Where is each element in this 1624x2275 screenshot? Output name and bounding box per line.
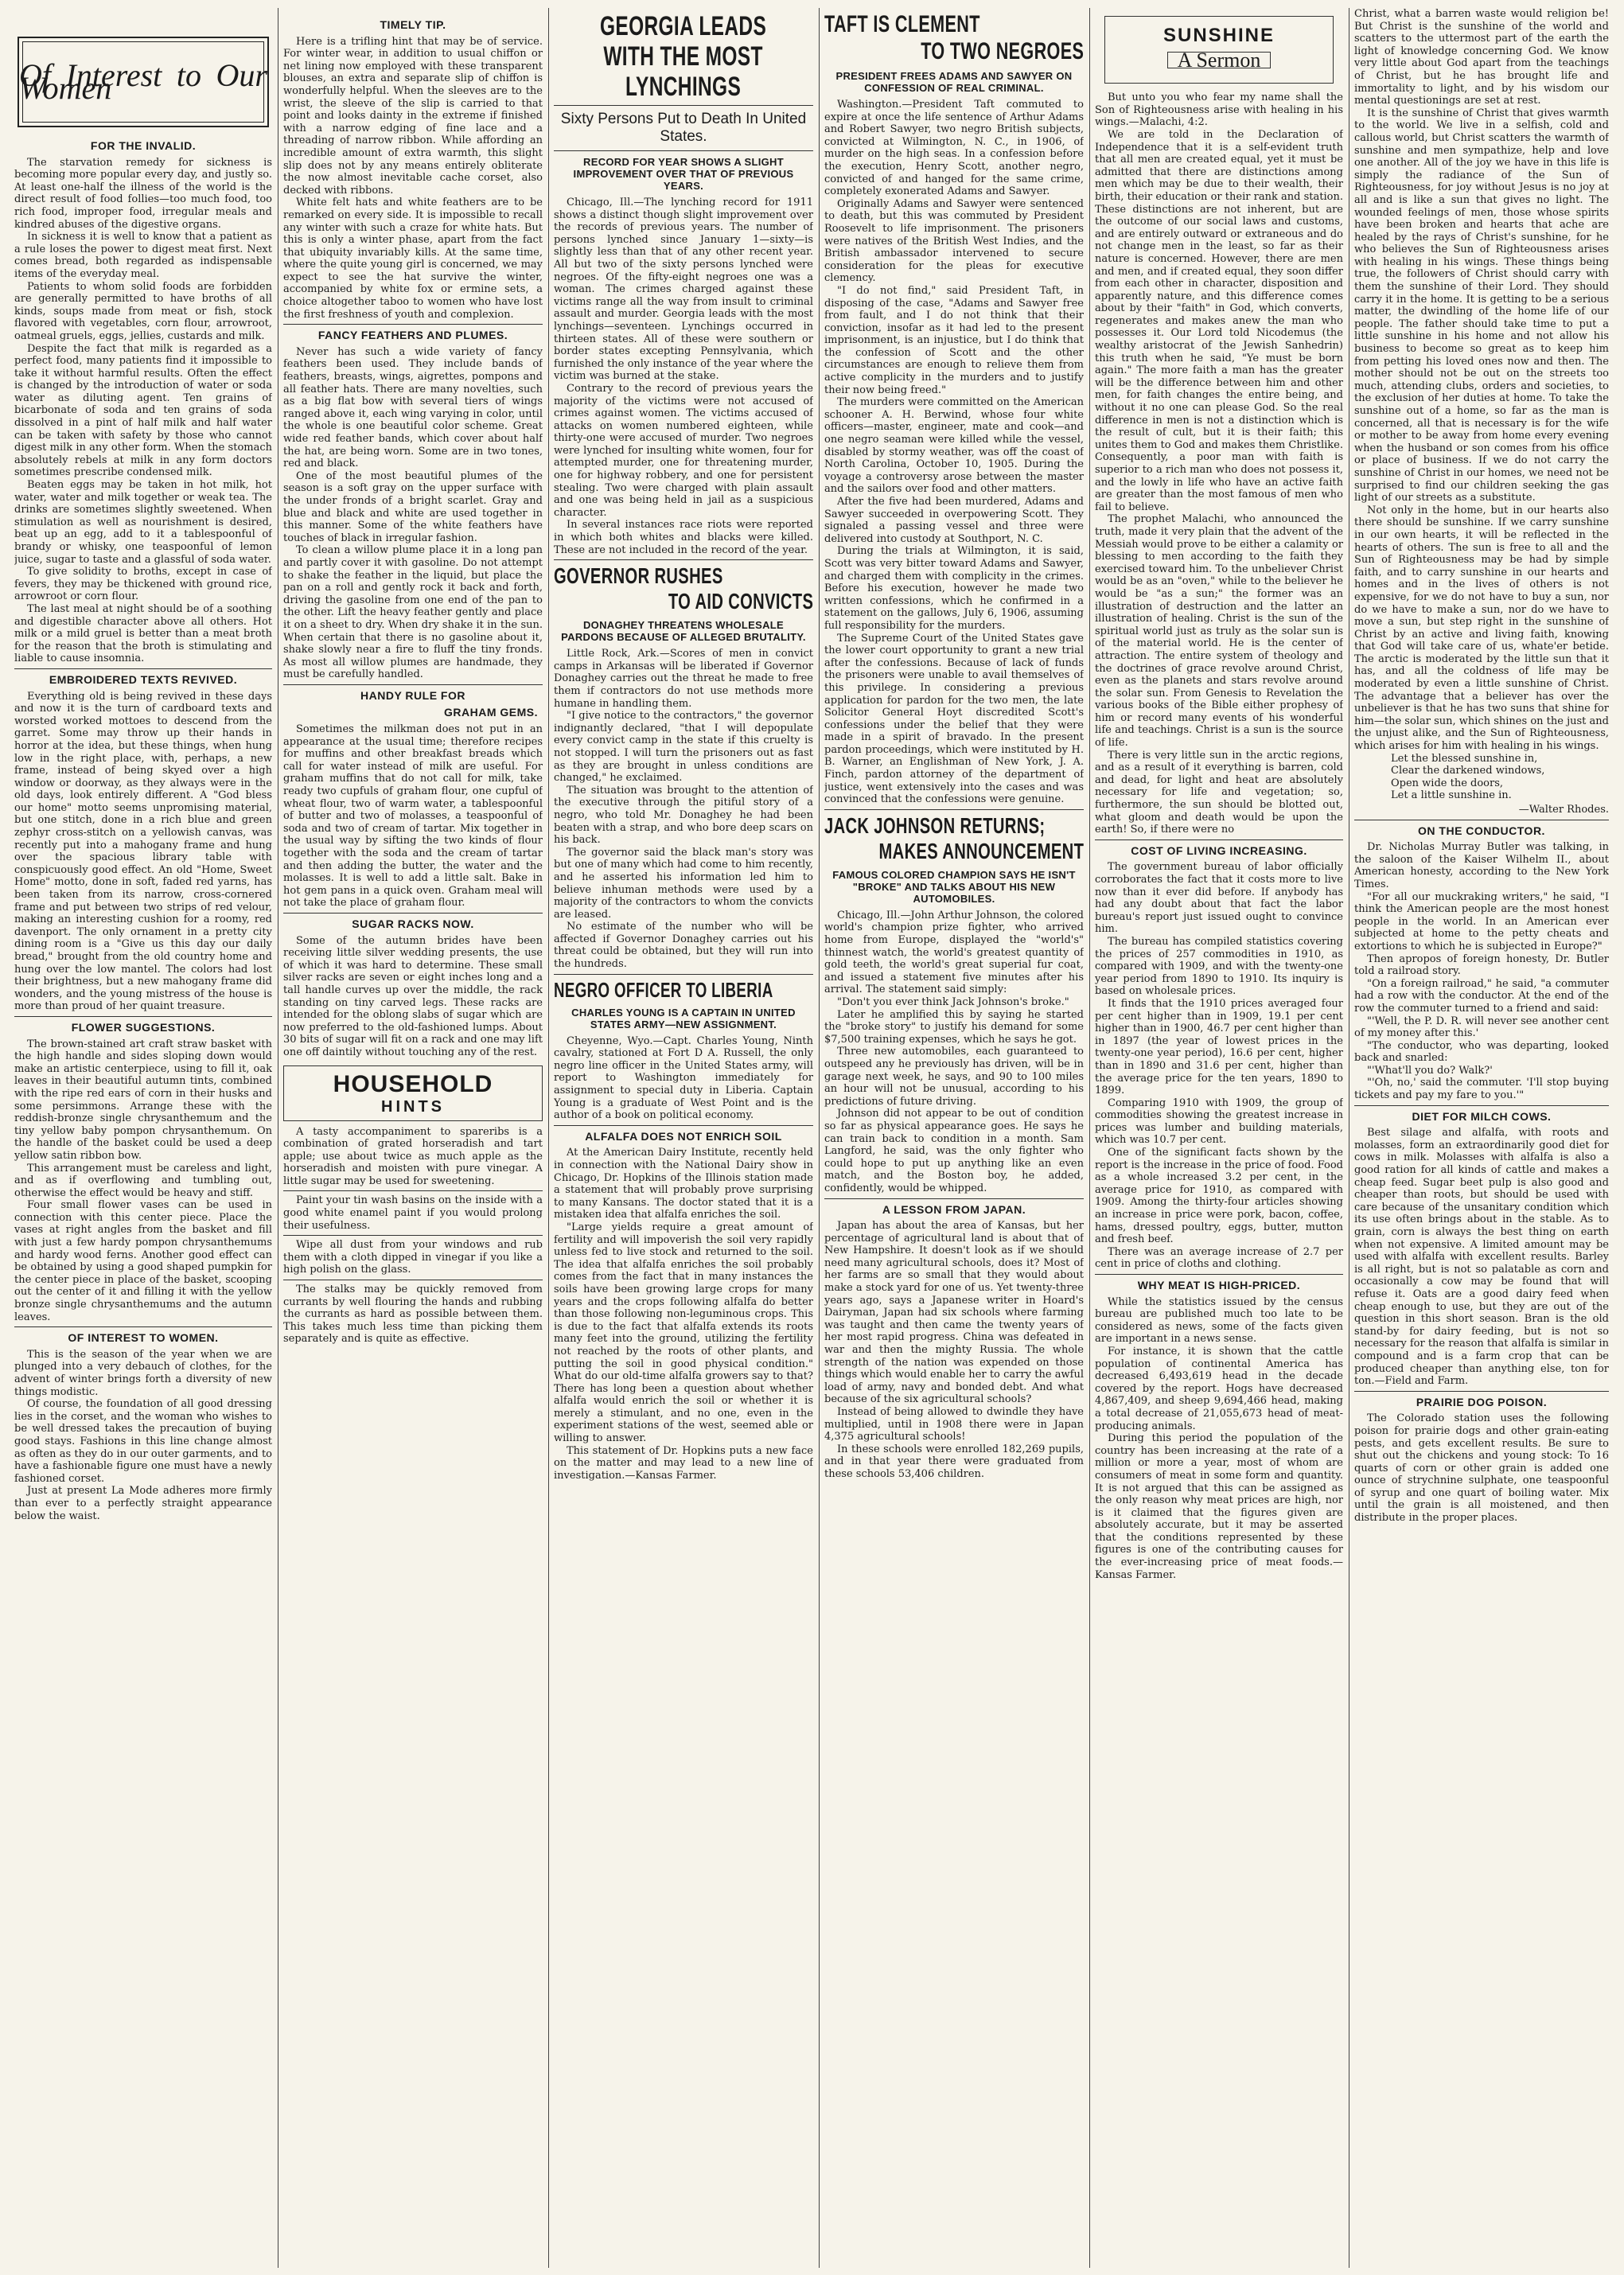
paragraph: Washington.—President Taft commuted to expire at once the life sentence of Arthur Adams and Robert Sawyer, two negro British subjects, convicted at Wilmington, N. C., in 1906, of murder on the high seas. In a confession before the execution, Henry Scott, another negro, convicted of and hanged for the same crime, completely exonerated Adams and Sawyer. <box>824 99 1084 198</box>
column-2 <box>283 14 543 2274</box>
column-4 <box>824 8 1084 2268</box>
paragraph: Beaten eggs may be taken in hot milk, hot water, water and milk together or weak tea. The drinks are sometimes slightly sweetened. When stimulation as well as nourishment is desired, beat up an egg, add to it a tablespoonful of brandy or whisky, one teaspoonful of lemon juice, sugar to taste and a glassful of soda water. <box>14 479 272 566</box>
paragraph: Cheyenne, Wyo.—Capt. Charles Young, Ninth cavalry, stationed at Fort D A. Russell, the only negro line officer in the United States army, will report to Washington immediately for assignment to special duty in Liberia. Captain Young is a graduate of West Point and is the author of a book on political economy. <box>554 1034 813 1122</box>
paragraph: The murders were committed on the American schooner A. H. Berwind, whose four white officers—master, engineer, mate and cook—and one negro seaman were killed while the vessel, disabled by stormy weather, was off the coast of North Carolina, October 10, 1905. During the voyage a controversy arose between the master and the sailors over food and other matters. <box>824 396 1084 496</box>
headline-line: LYNCHINGS <box>625 72 742 102</box>
column-3 <box>554 8 813 2268</box>
paragraph: The Supreme Court of the United States gave the lower court opportunity to grant a new trial after the confessions. Because of lack of funds the prisoners were unable to avail themselves of this privilege. In considering a previous application for pardon for the two men, the late Solicitor General Hoyt discredited Scott's confessions under the belief that they were made in a spirit of bravado. In the present pardon proceedings, which were instituted by H. B. Warner, an Englishman of New York, J. A. Finch, pardon attorney of the department of justice, went extensively into the cases and was convinced that the confessions were genuine. <box>824 632 1084 806</box>
article-for-the-invalid <box>14 157 272 665</box>
paragraph: A tasty accompaniment to spareribs is a combination of grated horseradish and tart apple; use about twice as much apple as the horseradish and moisten with pure vinegar. A little sugar may be used for sweetening. <box>283 1125 543 1187</box>
divider <box>554 105 813 106</box>
deck: CHARLES YOUNG IS A CAPTAIN IN UNITED STATES ARMY—NEW ASSIGNMENT. <box>571 1006 796 1030</box>
divider <box>554 974 813 975</box>
deck: PRESIDENT FREES ADAMS AND SAWYER ON CONFESSION OF REAL CRIMINAL. <box>835 70 1073 94</box>
section-title: FLOWER SUGGESTIONS. <box>71 1020 216 1034</box>
paragraph: To clean a willow plume place it in a long pan and partly cover it with gasoline. Do not attempt to shake the feather in the liquid, but place the pan on a roll and gently rock it back and forth, driving the gasoline from one end of the pan to the other. Lift the heavy feather gently and place it on a sheet to dry. When dry shake it in the sun. When certain that there is no gasoline about it, shake slowly near a fire to fluff the tiny fronds. As most all willow plumes are handmade, they must be carefully handled. <box>283 544 543 681</box>
section-title: ON THE CONDUCTOR. <box>1418 824 1545 837</box>
headline-negro-officer: NEGRO OFFICER TO LIBERIA <box>554 977 773 1002</box>
paragraph: Paint your tin wash basins on the inside with a good white enamel paint if you would prolong their usefulness. <box>283 1194 543 1232</box>
divider <box>14 1326 272 1327</box>
divider <box>1095 839 1343 840</box>
paragraph: Johnson did not appear to be out of condition so far as physical appearance goes. He says he can train back to condition in a month. Sam Langford, he said, was the only fighter who could hope to put up anything like an even match, and the Boston boy, he added, confidently, would be whipped. <box>824 1108 1084 1194</box>
deck: RECORD FOR YEAR SHOWS A SLIGHT IMPROVEMENT OVER THAT OF PREVIOUS YEARS. <box>573 156 794 192</box>
deck: DONAGHEY THREATENS WHOLESALE PARDONS BECAUSE OF ALLEGED BRUTALITY. <box>561 619 806 644</box>
divider <box>824 1198 1084 1199</box>
paragraph: In these schools were enrolled 182,269 pupils, and in that year there were graduated from these schools 53,406 children. <box>824 1443 1084 1480</box>
paragraph: The bureau has compiled statistics covering the prices of 257 commodities in 1910, as compared with 1909, and with the twenty-one year period from 1890 to 1910. Its inquiry is based on wholesale prices. <box>1095 935 1343 998</box>
section-title: DIET FOR MILCH COWS. <box>1412 1109 1552 1123</box>
headline-line: GOVERNOR RUSHES <box>554 563 723 589</box>
paragraph: Dr. Nicholas Murray Butler was talking, in the saloon of the Kaiser Wilhelm II., about American honesty, according to the New York Times. <box>1354 841 1609 890</box>
column-5 <box>1095 8 1343 2268</box>
divider <box>283 1235 543 1236</box>
paragraph: Comparing 1910 with 1909, the group of commodities showing the greatest increase in prices was lumber and building materials, which was 10.7 per cent. <box>1095 1097 1343 1147</box>
deck: FAMOUS COLORED CHAMPION SAYS HE ISN'T "BROKE" AND TALKS ABOUT HIS NEW AUTOMOBILES. <box>832 868 1076 905</box>
divider <box>824 809 1084 810</box>
paragraph: Later he amplified this by saying he started the "broke story" to justify his demand for some $7,500 training expenses, which he says he got. <box>824 1008 1084 1046</box>
headline-line: TO TWO NEGROES <box>921 38 1084 64</box>
paragraph: The starvation remedy for sickness is becoming more popular every day, and justly so. At least one-half the illness of the world is the direct result of food follies—too much food, too rich food, improper food, irregular meals and kindred abuses of the digestive organs. <box>14 156 272 231</box>
paragraph: Patients to whom solid foods are forbidden are generally permitted to have broths of all kinds, soups made from meat or fish, stock flavored with vegetables, corn flour, arrowroot, oatmeal gruels, eggs, jellies, custards and milk. <box>14 280 272 342</box>
deck: Sixty Persons Put to Death In United States. <box>560 111 807 145</box>
paragraph: "I give notice to the contractors," the governor indignantly declared, "that I will depopulate every convict camp in the state if this cruelty is not stopped. I will turn the prisoners out as fast as they are brought in unless conditions are changed," he exclaimed. <box>554 710 813 785</box>
headline-governor <box>554 563 813 614</box>
paragraph: Contrary to the record of previous years the majority of the victims were not accused of crimes against women. The victims accused of attacks on women numbered eighteen, while thirty-one were accused of murder. Two negroes were lynched for insulting white women, four for attempted murder, one for threatening murder, one for highway robbery, and one for persistent stealing. Two were charged with plain assault and one was being held in jail as a suspicious character. <box>554 382 813 519</box>
headline-line: TAFT IS CLEMENT <box>824 11 980 37</box>
paragraph: The government bureau of labor officially corroborates the fact that it costs more to live now than it ever did before. If anybody has had any doubt about that fact the labor bureau's report just issued ought to convince him. <box>1095 861 1343 936</box>
paragraph: The stalks may be quickly removed from currants by well flouring the hands and rubbing the currants as hard as possible between them. This takes much less time than picking them separately and is quite as effective. <box>283 1284 543 1346</box>
paragraph: Just at present La Mode adheres more firmly than ever to a perfectly straight appearance below the waist. <box>14 1485 272 1522</box>
paragraph: During the trials at Wilmington, it is said, Scott was very bitter toward Adams and Sawyer, and charged them with complicity in the crimes. Before his execution, however he made two written confessions, which he confirmed in a statement on the gallows, July 6, 1906, assuming full responsibility for the murders. <box>824 545 1084 632</box>
section-title: HANDY RULE FOR <box>360 688 465 702</box>
column-rule <box>1089 8 1090 2268</box>
paragraph: Everything old is being revived in these days and now it is the turn of cardboard texts and worsted worked mottoes to descend from the garret. Some may throw up their hands in horror at the idea, but these things, when hung low in the right place, with, perhaps, a new frame, instead of being skyed over a high window or doorway, as they always were in the old days, look entirely different. A "God bless our home" motto seems unpromising material, but one stitch, done in a rich blue and green zephyr cross-stitch on a yellowish canvas, was recently put into a mahogany frame and hung over the spacious library table with conspicuously good effect. An old "Home, Sweet Home" motto, done in soft, faded red yarns, has been taken from its narrow, cross-cornered frame and put between two strips of red velour, making an interesting cushion for a roomy, red davenport. The only ornament in a pretty city dining room is a "Give us this day our daily bread," brought from the old country home and hung over the low mantel. The colors had lost their brightness, but a new mahogany frame did wonders, and the young mistress of the house is more than proud of her quaint treasure. <box>14 690 272 1013</box>
paragraph: This is the season of the year when we are plunged into a very debauch of clothes, for the advent of winter brings forth a diversity of new things modistic. <box>14 1348 272 1398</box>
paragraph: "Large yields require a great amount of fertility and will impoverish the soil very rapidly unless fed to live stock and returned to the soil. The idea that alfalfa enriches the soil probably comes from the fact that in many instances the soils have been growing large crops for many years and the crops following alfalfa do better than those following non-leguminous crops. This is due to the fact that alfalfa extends its roots many feet into the ground, utilizing the fertility not reached by the roots of other plants, and putting the soil in good physical condition." What do our old-time alfalfa growers say to that? There has long been a question about whether alfalfa would enrich the soil or whether it is merely a stimulant, and no one, even in the experiment stations of the west, seemed able or willing to answer. <box>554 1221 813 1445</box>
headline-line: WITH THE MOST <box>603 41 764 72</box>
paragraph: The Colorado station uses the following poison for prairie dogs and other grain-eating pests, and gets excellent results. Be sure to shut out the chickens and young stock: To 16 quarts of corn or other grain is added one ounce of strychnine sulphate, one teaspoonful of syrup and one quart of boiling water. Mix until the grain is all moistened, and then distribute in the proper places. <box>1354 1412 1609 1525</box>
divider <box>554 1125 813 1126</box>
headline-georgia <box>554 11 813 102</box>
household-title: HOUSEHOLD <box>333 1070 493 1097</box>
divider <box>1354 1391 1609 1392</box>
paragraph: But unto you who fear my name shall the Son of Righteousness arise with healing in his wings.—Malachi, 4:2. <box>1095 92 1343 129</box>
newspaper-page <box>14 8 1610 2268</box>
divider <box>14 668 272 669</box>
section-title: ALFALFA DOES NOT ENRICH SOIL <box>585 1129 782 1143</box>
paragraph: This arrangement must be careless and light, and as if overflowing and tumbling out, otherwise the effect would be heavy and stiff. <box>14 1162 272 1199</box>
section-title: OF INTEREST TO WOMEN. <box>68 1331 219 1345</box>
paragraph: Best silage and alfalfa, with roots and molasses, form an extraordinarily good diet for cows in milk. Molasses with alfalfa is also a good ration for all kinds of cattle and makes a cheap feed. Sugar beet pulp is also good and cheaper than roots, but should be used with care because of the unsanitary condition which its use often brings about in the stable. As to grain, corn is always the best thing on earth when not expensive. A limited amount may be used with alfalfa with excellent results. Barley is all right, but is not so palatable as corn and occasionally a cow may be found that will refuse it. Oats are a good dairy feed when cheap enough to use, but they are out of the question in this short season. Bran is the old stand-by for dairy feeding, but is not so necessary for the reason that alfalfa is similar in compound and is a farm crop that can be produced cheaper than anything else, ton for ton.—Field and Farm. <box>1354 1127 1609 1388</box>
section-title: A LESSON FROM JAPAN. <box>882 1202 1026 1216</box>
divider <box>1354 1105 1609 1106</box>
headline-taft <box>824 11 1084 65</box>
paragraph: "On a foreign railroad," he said, "a commuter had a row with the conductor. At the end of the row the commuter turned to a friend and said: <box>1354 977 1609 1015</box>
divider <box>283 684 543 685</box>
household-hints-header <box>283 1065 543 1121</box>
divider <box>283 913 543 914</box>
paragraph: Originally Adams and Sawyer were sentenced to death, but this was commuted by President Roosevelt to life imprisonment. The prisoners were natives of the British West Indies, and the British ambassador intervened to secure consideration for the pleas for executive clemency. <box>824 197 1084 285</box>
women-banner: Of Interest to Our Women <box>18 37 269 127</box>
sermon-title: SUNSHINE <box>1163 25 1275 46</box>
paragraph: Christ, what a barren waste would religion be! But Christ is the sunshine of the world and scatters to the uttermost part of the earth the light of knowledge concerning God. We know very little about God apart from the teachings of Christ, but he has brought life and immortality to light, and by his wisdom our mental questionings are set at rest. <box>1354 8 1609 107</box>
poem-line: Let a little sunshine in. <box>1391 789 1512 802</box>
paragraph: Some of the autumn brides have been receiving little silver wedding presents, the use of which it was hard to determine. These small silver racks are seven or eight inches long and a tall handle curves up over the middle, the rack standing on tiny carved legs. These racks are intended for the oblong slabs of sugar which are now preferred to the old-fashioned lumps. About 30 bits of sugar will fit on a rack and one may lift one off daintily without touching any of the rest. <box>283 934 543 1058</box>
paragraph: During this period the population of the country has been increasing at the rate of a million or more a year, most of whom are consumers of meat in some form and quantity. It is not argued that this can be assigned as the only reason why meat prices are high, nor is it claimed that the figures given are absolutely accurate, but it may be asserted that the conditions represented by these figures is one of the contributing causes for the ever-increasing price of meat foods.—Kansas Farmer. <box>1095 1432 1343 1581</box>
paragraph: Instead of being allowed to dwindle they have multiplied, until in 1908 there were in Japan 4,375 agricultural schools! <box>824 1406 1084 1443</box>
column-6 <box>1354 8 1609 2268</box>
headline-line: MAKES ANNOUNCEMENT <box>878 838 1084 863</box>
poem-line: Open wide the doors, <box>1391 777 1504 789</box>
paragraph: "'Oh, no,' said the commuter. 'I'll stop buying tickets and pay my fare to you.'" <box>1354 1077 1609 1102</box>
divider <box>283 1190 543 1191</box>
poem-line: Let the blessed sunshine in, <box>1391 752 1538 765</box>
paragraph: "The conductor, who was departing, looked back and snarled: <box>1354 1039 1609 1065</box>
paragraph: There is very little sun in the arctic regions, and as a result of it everything is barren, cold and dead, for light and heat are absolutely necessary for life and vegetation; so, furthermore, the sun should be blotted out, what gloom and death would be upon the earth! So, if there were no <box>1095 749 1343 836</box>
paragraph: After the five had been murdered, Adams and Sawyer succeeded in overpowering Scott. They signaled a passing vessel and three were delivered into custody at Southport, N. C. <box>824 496 1084 545</box>
paragraph: To give solidity to broths, except in case of fevers, they may be thickened with ground rice, arrowroot or corn flour. <box>14 566 272 603</box>
paragraph: The brown-stained art craft straw basket with the high handle and sides sloping down would make an artistic centerpiece, using to fill it, oak leaves in their beautiful autumn tints, combined with the ripe red ears of corn in their husks and some persimmons. Arrange these with the reddish-bronze single chrysanthemum and the tiny yellow baby pompon chrysanthemum. On the handle of the basket could be used a deep yellow satin ribbon bow. <box>14 1038 272 1162</box>
paragraph: Then apropos of foreign honesty, Dr. Butler told a railroad story. <box>1354 952 1609 978</box>
section-title: EMBROIDERED TEXTS REVIVED. <box>49 672 238 686</box>
section-title: WHY MEAT IS HIGH-PRICED. <box>1137 1279 1301 1291</box>
section-title: FANCY FEATHERS AND PLUMES. <box>317 329 508 342</box>
divider <box>554 150 813 151</box>
paragraph: There was an average increase of 2.7 per cent in price of cloths and clothing. <box>1095 1245 1343 1271</box>
section-title: GRAHAM GEMS. <box>444 706 538 719</box>
paragraph: The situation was brought to the attention of the executive through the pitiful story of a negro, who told Mr. Donaghey he had been beaten with a strap, and who bore deep scars on his back. <box>554 784 813 847</box>
paragraph: No estimate of the number who will be affected if Governor Donaghey carries out his threat could be obtained, but they will run into the hundreds. <box>554 921 813 971</box>
paragraph: Little Rock, Ark.—Scores of men in convict camps in Arkansas will be liberated if Governor Donaghey carries out the threat he made to free them if contractors do not use methods more humane in handling them. <box>554 648 813 710</box>
poem-line: Clear the darkened windows, <box>1391 765 1545 777</box>
paragraph: In several instances race riots were reported in which both whites and blacks were killed. These are not included in the record of the year. <box>554 519 813 556</box>
paragraph: "Don't you ever think Jack Johnson's broke." <box>837 996 1069 1008</box>
headline-line: TO AID CONVICTS <box>668 589 813 614</box>
paragraph: Here is a trifling hint that may be of service. For winter wear, in addition to usual chiffon or net lining now employed with these transparent blouses, an extra and separate slip of chiffon is wonderfully helpful. When the sleeves are to the wrist, the sleeve of the slip is carried to that point and looks dainty in the extreme if finished with a narrow edging of fine lace and a threading of narrow ribbon. While affording an incredible amount of extra warmth, this slight slip does not by any means entirely obliterate the now almost inevitable cache corset, also decked with ribbons. <box>283 35 543 197</box>
paragraph: Wipe all dust from your windows and rub them with a cloth dipped in vinegar if you like a high polish on the glass. <box>283 1239 543 1276</box>
author-signature: —Walter Rhodes. <box>1518 804 1609 816</box>
paragraph: "'Well, the P. D. R. will never see another cent of my money after this.' <box>1354 1015 1609 1040</box>
paragraph: The last meal at night should be of a soothing and digestible character above all others. Hot milk or a mild gruel is better than a meat broth for the reason that the broth is stimulating and liable to cause insomnia. <box>14 602 272 665</box>
paragraph: White felt hats and white feathers are to be remarked on every side. It is impossible to recall any winter with such a craze for white hats. But this is only a winter phase, apart from the fact that ubiquity invariably kills. At the same time, where the quite young girl is concerned, we may expect to see the hat survive the winter, accompanied by white fox or ermine sets, a choice altogether taboo to women who have lost the first freshness of youth and complexion. <box>283 197 543 321</box>
headline-line: JACK JOHNSON RETURNS; <box>824 812 1046 838</box>
paragraph: Japan has about the area of Kansas, but her percentage of agricultural land is about that of New Hampshire. It doesn't look as if we should need many agricultural schools, does it? Most of her farms are so small that they would about make a stock yard for one of us. Yet twenty-three years ago, says a Japanese writer in Hoard's Dairyman, Japan had six schools where farming was taught and then came the twenty years of her most rapid progress. China was defeated in war and then the mighty Russia. The whole strength of the nation was expended on those things which would enable her to carry the awful load of army, navy and bonded debt. And what because of the six agricultural schools? <box>824 1220 1084 1406</box>
paragraph: The prophet Malachi, who announced the truth, made it very plain that the advent of the Messiah would prove to be either a calamity or blessing to men according to the faith they exercised toward him. To the unbeliever Christ would be as an "oven," while to the believer he would be "as a sun;" the former was an illustration of destruction and the latter an illustration of healing. Christ is the sun of the spiritual world just as truly as the solar sun is of the material world. He is the center of attraction. The entire system of theology and the doctrines of grace revolve around Christ, even as the planets and stars revolve around the solar sun. From Genesis to Revelation the various books of the Bible either prophesy of him or record many events of his wonderful life and teachings. Christ is a sun is the source of life. <box>1095 513 1343 750</box>
column-rule <box>548 8 549 2268</box>
column-rule <box>819 8 820 2268</box>
headline-jack-johnson <box>824 813 1084 864</box>
sermon-subtitle: A Sermon <box>1167 52 1272 69</box>
paragraph: Chicago, Ill.—John Arthur Johnson, the colored world's champion prize fighter, who arrived home from Europe, displayed the "world's" thinnest watch, the world's greatest quantity of gold teeth, the world's great superial fur coat, and issued a statement five minutes after his arrival. The statement said simply: <box>824 909 1084 996</box>
paragraph: Sometimes the milkman does not put in an appearance at the usual time; therefore recipes for muffins and other breakfast breads which call for water instead of milk are useful. For graham muffins that do not call for milk, take ready two cupfuls of graham flour, one cupful of wheat flour, two of warm water, a tablespoonful of butter and two of molasses, a teaspoonful of soda and two of cream of tartar. Mix together in the usual way by sifting the two kinds of flour together with the soda and the cream of tartar and then adding the butter, the water and the molasses. It is well to add a little salt. Bake in hot gem pans in a quick oven. Graham meal will not take the place of graham flour. <box>283 723 543 910</box>
section-title: COST OF LIVING INCREASING. <box>1131 843 1307 857</box>
hints-subtitle: HINTS <box>381 1097 445 1116</box>
column-1 <box>14 8 272 2268</box>
divider <box>283 324 543 325</box>
paragraph: Never has such a wide variety of fancy feathers been used. They include bands of feathers, breasts, wings, aigrettes, pompons and all feather hats. There are many novelties, such as a big flat bow with several tiers of wings ranged above it, each wing varying in color, until the whole is one beautiful color scheme. Great wide red feather bands, which cover about half the hat, are being worn. Some are in two tones, red and black. <box>283 345 543 470</box>
paragraph: This statement of Dr. Hopkins puts a new face on the matter and may lead to a new line of investigation.—Kansas Farmer. <box>554 1444 813 1482</box>
section-title: FOR THE INVALID. <box>90 139 197 152</box>
paragraph: At the American Dairy Institute, recently held in connection with the National Dairy show in Chicago, Dr. Hopkins of the Illinois station made a statement that will probably prove surprising to many Kansans. The doctor stated that it is a mistaken idea that alfalfa enriches the soil. <box>554 1147 813 1221</box>
divider <box>1095 1274 1343 1275</box>
paragraph: It is the sunshine of Christ that gives warmth to the world. We live in a selfish, cold and callous world, but Christ scatters the warmth of sunshine and men sympathize, help and love one another. All of the joy we have in this life is simply the radiance of the Sun of Righteousness, for joy without Jesus is no joy at all and is like a sun that gives no light. The wounded feelings of men, those whose spirits have been broken and hearts that ache are healed by the rays of Christ's sunshine, for he who believes the Sun of Righteousness arises with healing in his wings. These things being true, the followers of Christ should carry with them the sunshine of their Lord. They should carry it in the home. It is getting to be a serious matter, the dwindling of the home life of our people. The father should take time to put a little sunshine in his home and not allow his business to become so great as to keep him from petting his loved ones now and then. The mother should not be out on the streets too much, attending clubs, orders and societies, to the exclusion of her duties at home. To take the sunshine out of a home, so far as the man is concerned, all that is necessary is for the wife or mother to be away from home every evening when the husband or son comes from his office or place of business. If we do not carry the sunshine of Christ in our homes, we need not be surprised to find our children seeking the gas light of our streets as a substitute. <box>1354 107 1609 504</box>
paragraph: Chicago, Ill.—The lynching record for 1911 shows a distinct though slight improvement over the records of previous years. The number of persons lynched since January 1—sixty—is slightly less than that of any other recent year. All but two of the sixty persons lynched were negroes. Of the fifty-eight negroes one was a woman. The crimes charged against these victims range all the way from insult to criminal assault and murder. Georgia leads with the most lynchings—seventeen. Lynchings occurred in thirteen states. All of these were southern or border states excepting Pennsylvania, which furnished the only instance of the year where the victim was burned at the stake. <box>554 197 813 383</box>
divider <box>14 1016 272 1017</box>
paragraph: Three new automobiles, each guaranteed to outspeed any he previously has driven, will be in garage next week, he says, and 90 to 100 miles an hour will not be unusual, according to his predictions of future driving. <box>824 1046 1084 1108</box>
section-title: TIMELY TIP. <box>380 18 446 31</box>
poem <box>1354 753 1609 802</box>
paragraph: "'What'll you do? Walk?' <box>1367 1064 1493 1077</box>
paragraph: "For all our muckraking writers," he said, "I think the American people are the most honest people in the world. In an American ever subjected at home to the petty cheats and extortions to which he is subjected in Europe?" <box>1354 890 1609 952</box>
paragraph: One of the significant facts shown by the report is the increase in the price of food. Food as a whole increased 3.2 per cent, in the average price for 1910, as compared with 1909. Among the thirty-four articles showing an increase in price were pork, bacon, coffee, hams, dressed poultry, eggs, butter, mutton and fresh beef. <box>1095 1147 1343 1246</box>
paragraph: It finds that the 1910 prices averaged four per cent higher than in 1909, 19.1 per cent higher than in 1900, 46.7 per cent higher than in 1897 (the year of lowest prices in the twenty-one year period), 16.6 per cent, higher than in 1890 and 31.6 per cent, higher than the average price for the ten years, 1890 to 1899. <box>1095 997 1343 1097</box>
paragraph: One of the most beautiful plumes of the season is a soft gray on the upper surface with the under fronds of a bright scarlet. Gray and blue and black and white are used together in this manner. Some of the white feathers have touches of black in irregular fashion. <box>283 469 543 544</box>
sermon-box <box>1104 16 1334 84</box>
paragraph: In sickness it is well to know that a patient as a rule loses the power to digest meat first. Next comes bread, both regarded as indispensable items of the everyday meal. <box>14 231 272 280</box>
divider <box>554 559 813 560</box>
paragraph: For instance, it is shown that the cattle population of continental America has decreased 6,493,619 head in the decade covered by the report. Hogs have decreased 4,867,409, and sheep 9,694,466 head, making a total decrease of 21,055,673 head of meat-producing animals. <box>1095 1345 1343 1432</box>
section-title: SUGAR RACKS NOW. <box>352 917 474 930</box>
paragraph: Not only in the home, but in our hearts also there should be sunshine. If we carry sunshine in our own hearts, it will be reflected in the hearts of others. The sun is free to all and the Sun of Righteousness may be had by simple faith, and to carry sunshine in our hearts and homes and in the lives of others is not expensive, for we do not have to buy a sun, nor do we have to make a sun, nor do we have to move a sun, but step right in the sunshine of Christ by an active and living faith, knowing that God will take care of us, whate'er betide. The arctic is moderated by the little sun that it has, and all the coldness of life may be moderated by even a little sunshine of Christ. The advantage that a believer has over the unbeliever is that he has two suns that shine for him—the solar sun, which shines on the just and the unjust alike, and the Sun of Righteousness, which arises for him with healing in his wings. <box>1354 504 1609 753</box>
paragraph: "I do not find," said President Taft, in disposing of the case, "Adams and Sawyer free from fault, and I do not think that their conviction, insofar as it had led to the present imprisonment, is an injustice, but I do think that the confession of Scott and the other circumstances are enough to relieve them from active complicity in the murders and to justify their now being freed." <box>824 284 1084 396</box>
paragraph: Four small flower vases can be used in connection with this center piece. Place the vases at right angles from the basket and fill with just a few hardy pompon chrysanthemums and hardy wood ferns. Another good effect can be obtained by using a good shaped pumpkin for the center piece in place of the basket, scooping out the center of it and filling it with the yellow bronze single chrysanthemums and the autumn leaves. <box>14 1199 272 1323</box>
paragraph: Of course, the foundation of all good dressing lies in the corset, and the woman who wishes to be well dressed takes the precaution of buying good stays. Fashions in this line change almost as often as they do in our outer garments, and to have a fashionable figure one must have a newly fashioned corset. <box>14 1398 272 1485</box>
paragraph: Despite the fact that milk is regarded as a perfect food, many patients find it impossible to take it without harmful results. Often the effect is changed by the introduction of water or soda water as diluting agent. Ten grains of bicarbonate of soda and ten grains of soda dissolved in a pint of half milk and half water can be taken with safety by those who cannot digest milk in any other form. When the stomach absolutely rebels at milk in any form doctors sometimes prescribe condensed milk. <box>14 342 272 479</box>
paragraph: While the statistics issued by the census bureau are published much too late to be considered as news, some of the facts given are important in a news sense. <box>1095 1295 1343 1346</box>
section-title: PRAIRIE DOG POISON. <box>1416 1395 1548 1408</box>
paragraph: The governor said the black man's story was but one of many which had come to him recently, and he asserted his information led him to believe inhuman methods were used by a majority of the contractors to whom the convicts are leased. <box>554 846 813 921</box>
headline-line: GEORGIA LEADS <box>600 11 767 41</box>
paragraph: We are told in the Declaration of Independence that it is a self-evident truth that all men are created equal, yet it must be admitted that there are distinctions among men which may be due to their wealth, their birth, their education or their rank and station. These distinctions are not inherent, but are the outcome of our social laws and customs, and are entirely outward or extraneous and do not change men in the least, so far as their nature is concerned. However, there are men and men, and if created equal, they soon differ from each other in character, disposition and apparently nature, and this difference comes about by their "faith" in God, which converts, regenerates and makes anew the man who possesses it. Our Lord told Nicodemus (the wealthy aristocrat of the Jewish Sanhedrin) this truth when he said, "Ye must be born again." The more faith a man has the greater will be the difference between him and other men, for faith changes the entire being, and without it no one can please God. So the real difference in men is not a distinction which is the result of cult, but it is their faith; this unites them to God and makes them Christlike. Consequently, a poor man with faith is superior to a rich man who does not possess it, and the lowly in life who have an active faith are greater than the most famous of men who fail to believe. <box>1095 128 1343 513</box>
